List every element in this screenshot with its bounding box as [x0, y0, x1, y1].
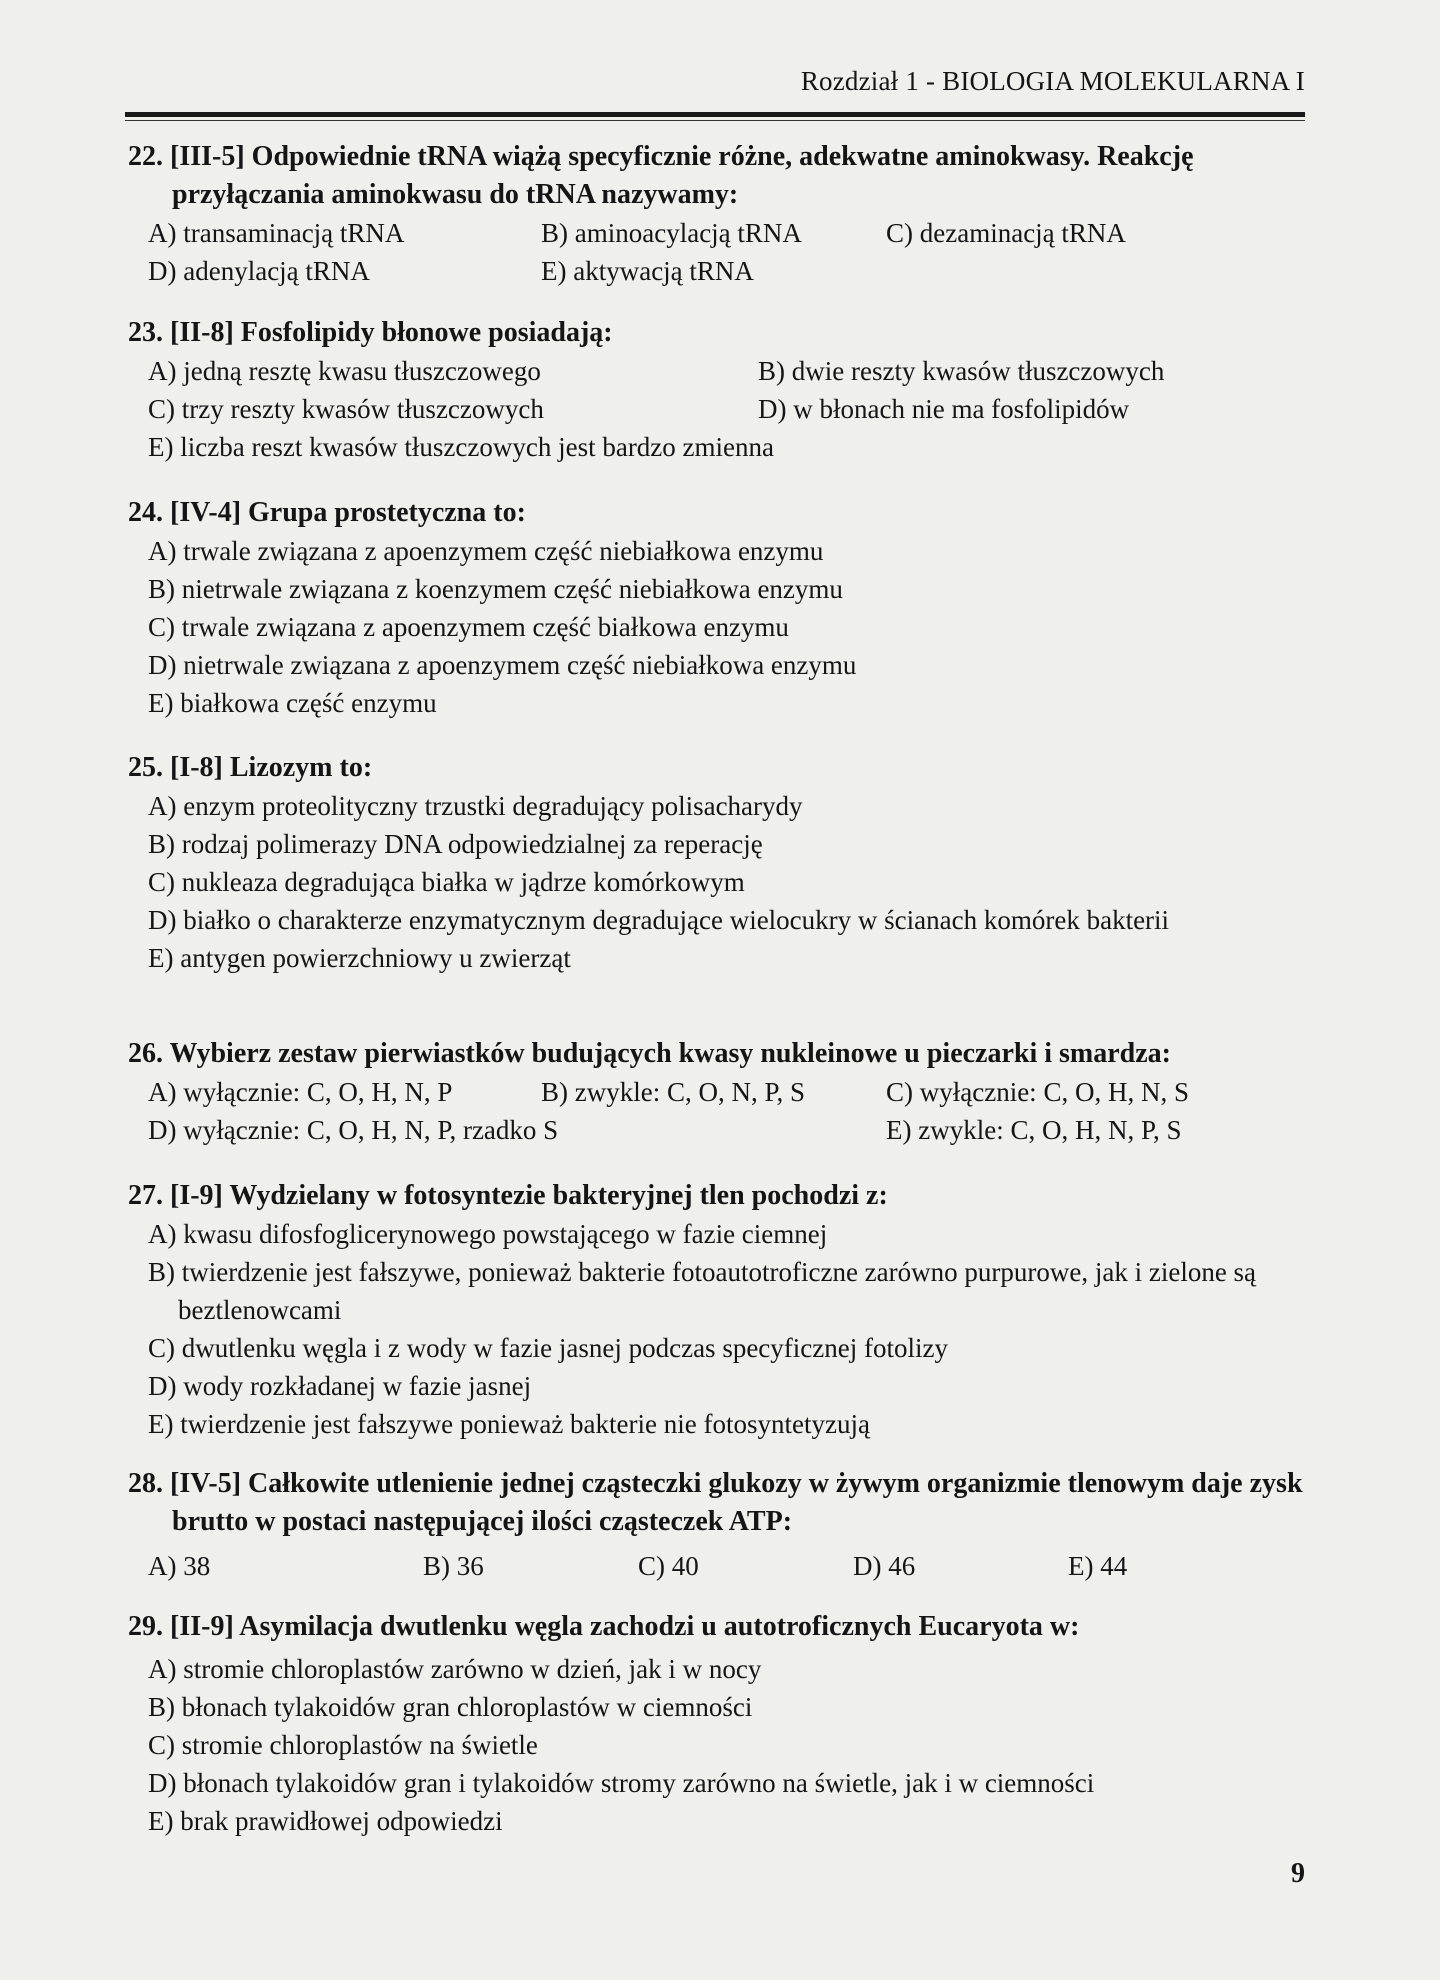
option-d: D) wyłącznie: C, O, H, N, P, rzadko S [148, 1115, 559, 1145]
option-a: A) stromie chloroplastów zarówno w dzień, jak i w nocy [148, 1654, 762, 1684]
option-b: B) twierdzenie jest fałszywe, ponieważ bakterie fotoautotroficzne zarówno purpurowe, jak i zielone są beztlenowcami [148, 1257, 1257, 1325]
option-d: D) błonach tylakoidów gran i tylakoidów stromy zarówno na świetle, jak i w ciemności [148, 1768, 1095, 1798]
question-26 [128, 1035, 1305, 1149]
option-d: D) nietrwale związana z apoenzymem część niebiałkowa enzymu [148, 650, 857, 680]
question-title: 25. [I-8] Lizozym to: [128, 752, 373, 783]
option-b: B) 36 [423, 1551, 484, 1581]
question-27 [128, 1177, 1305, 1443]
option-e: E) białkowa część enzymu [148, 688, 437, 718]
question-22 [128, 138, 1305, 290]
option-b: B) nietrwale związana z koenzymem część niebiałkowa enzymu [148, 574, 843, 604]
option-d: D) 46 [853, 1551, 916, 1581]
question-29 [128, 1608, 1305, 1840]
question-title: 27. [I-9] Wydzielany w fotosyntezie bakteryjnej tlen pochodzi z: [128, 1180, 888, 1211]
chapter-header: Rozdział 1 - BIOLOGIA MOLEKULARNA I [800, 66, 1305, 96]
option-d: D) w błonach nie ma fosfolipidów [758, 394, 1130, 424]
option-c: C) nukleaza degradująca białka w jądrze komórkowym [148, 867, 745, 897]
option-c: C) dwutlenku węgla i z wody w fazie jasnej podczas specyficznej fotolizy [148, 1333, 948, 1363]
option-d: D) adenylacją tRNA [148, 256, 370, 286]
option-d: D) wody rozkładanej w fazie jasnej [148, 1371, 532, 1401]
question-title: 28. [IV-5] Całkowite utlenienie jednej cząsteczki glukozy w żywym organizmie tlenowym daje zysk brutto w postaci następującej ilości cząsteczek ATP: [128, 1468, 1303, 1537]
option-b: B) błonach tylakoidów gran chloroplastów w ciemności [148, 1692, 753, 1722]
options-grid [128, 1073, 1305, 1149]
option-a: A) transaminacją tRNA [148, 218, 405, 248]
options-grid [128, 352, 1305, 466]
option-c: C) wyłącznie: C, O, H, N, S [886, 1077, 1189, 1107]
option-c: C) trwale związana z apoenzymem część białkowa enzymu [148, 612, 789, 642]
option-d: D) białko o charakterze enzymatycznym degradujące wielocukry w ścianach komórek bakterii [148, 905, 1170, 935]
question-title: 29. [II-9] Asymilacja dwutlenku węgla zachodzi u autotroficznych Eucaryota w: [128, 1611, 1080, 1642]
option-e: E) antygen powierzchniowy u zwierząt [148, 943, 571, 973]
option-a: A) jedną resztę kwasu tłuszczowego [148, 356, 541, 386]
option-b: B) dwie reszty kwasów tłuszczowych [758, 356, 1165, 386]
option-a: A) enzym proteolityczny trzustki degradujący polisacharydy [148, 791, 803, 821]
question-25 [128, 749, 1305, 977]
option-b: B) aminoacylacją tRNA [541, 218, 802, 248]
option-c: C) stromie chloroplastów na świetle [148, 1730, 538, 1760]
options-grid [128, 214, 1305, 290]
option-c: C) trzy reszty kwasów tłuszczowych [148, 394, 544, 424]
page-number: 9 [1291, 1858, 1305, 1889]
option-c: C) dezaminacją tRNA [886, 218, 1126, 248]
question-24 [128, 494, 1305, 722]
question-title: 24. [IV-4] Grupa prostetyczna to: [128, 497, 526, 528]
option-a: A) kwasu difosfoglicerynowego powstającego w fazie ciemnej [148, 1219, 828, 1249]
question-23 [128, 314, 1305, 466]
option-e: E) twierdzenie jest fałszywe ponieważ bakterie nie fotosyntetyzują [148, 1409, 870, 1439]
option-a: A) wyłącznie: C, O, H, N, P [148, 1077, 453, 1107]
header-rule [125, 112, 1305, 117]
question-title: 23. [II-8] Fosfolipidy błonowe posiadają: [128, 317, 613, 348]
option-b: B) rodzaj polimerazy DNA odpowiedzialnej za reperację [148, 829, 763, 859]
question-title: 26. Wybierz zestaw pierwiastków budujących kwasy nukleinowe u pieczarki i smardza: [128, 1038, 1172, 1069]
question-28 [128, 1465, 1305, 1585]
options-grid [128, 1547, 1305, 1585]
option-e: E) brak prawidłowej odpowiedzi [148, 1806, 503, 1836]
option-c: C) 40 [638, 1551, 699, 1581]
option-b: B) zwykle: C, O, N, P, S [541, 1077, 806, 1107]
option-a: A) 38 [148, 1551, 211, 1581]
option-e: E) aktywacją tRNA [541, 256, 754, 286]
header-rule-thin [125, 120, 1305, 121]
option-a: A) trwale związana z apoenzymem część niebiałkowa enzymu [148, 536, 824, 566]
option-e: E) liczba reszt kwasów tłuszczowych jest bardzo zmienna [148, 432, 774, 462]
question-title: 22. [III-5] Odpowiednie tRNA wiążą specyficznie różne, adekwatne aminokwasy. Reakcję przyłączania aminokwasu do tRNA nazywamy: [128, 141, 1194, 210]
option-e: E) zwykle: C, O, H, N, P, S [886, 1115, 1182, 1145]
option-e: E) 44 [1068, 1551, 1128, 1581]
